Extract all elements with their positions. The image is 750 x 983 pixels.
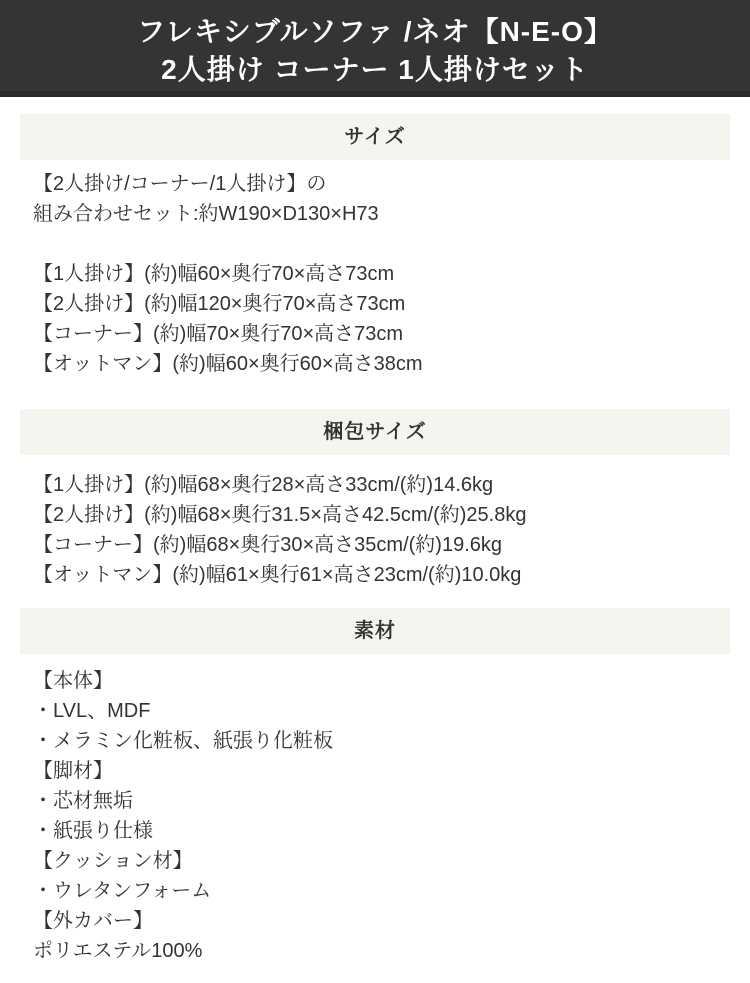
package-2seater-line: 【2人掛け】(約)幅68×奥行31.5×高さ42.5cm/(約)25.8kg: [33, 504, 527, 526]
material-leg-item-1: ・芯材無垢: [33, 790, 133, 812]
size-2seater-line: 【2人掛け】(約)幅120×奥行70×高さ73cm: [33, 293, 406, 315]
material-cushion-label: 【クッション材】: [33, 850, 193, 872]
material-cushion-item-1: ・ウレタンフォーム: [33, 880, 212, 902]
package-size-spec-block: [20, 455, 730, 608]
blank-line: [33, 229, 730, 259]
section-heading-package-size: 梱包サイズ: [20, 409, 730, 455]
section-heading-size: サイズ: [20, 114, 730, 160]
material-leg-label: 【脚材】: [33, 760, 113, 782]
package-corner-line: 【コーナー】(約)幅68×奥行30×高さ35cm/(約)19.6kg: [33, 534, 503, 556]
material-cover-item-1: ポリエステル100%: [33, 940, 203, 962]
size-spec-block: [20, 160, 730, 409]
size-corner-line: 【コーナー】(約)幅70×奥行70×高さ73cm: [33, 323, 404, 345]
material-spec-block: [20, 654, 730, 972]
package-1seater-line: 【1人掛け】(約)幅68×奥行28×高さ33cm/(約)14.6kg: [33, 474, 494, 496]
material-body-item-1: ・LVL、MDF: [33, 700, 151, 722]
product-title-line-2: 2人掛け コーナー 1人掛けセット: [161, 54, 589, 85]
size-ottoman-line: 【オットマン】(約)幅60×奥行60×高さ38cm: [33, 353, 423, 375]
section-heading-material: 素材: [20, 608, 730, 654]
material-cover-label: 【外カバー】: [33, 910, 153, 932]
size-1seater-line: 【1人掛け】(約)幅60×奥行70×高さ73cm: [33, 263, 395, 285]
package-ottoman-line: 【オットマン】(約)幅61×奥行61×高さ23cm/(約)10.0kg: [33, 564, 522, 586]
size-combination-line: 【2人掛け/コーナー/1人掛け】の: [33, 173, 327, 195]
material-body-item-2: ・メラミン化粧板、紙張り化粧板: [33, 730, 333, 752]
product-title-banner: [0, 0, 750, 97]
size-combination-dimensions: 組み合わせセット:約W190×D130×H73: [33, 203, 379, 225]
product-title-line-1: フレキシブルソファ /ネオ【N-E-O】: [137, 16, 613, 47]
material-body-label: 【本体】: [33, 670, 113, 692]
material-leg-item-2: ・紙張り仕様: [33, 820, 153, 842]
spec-content: [0, 114, 750, 972]
